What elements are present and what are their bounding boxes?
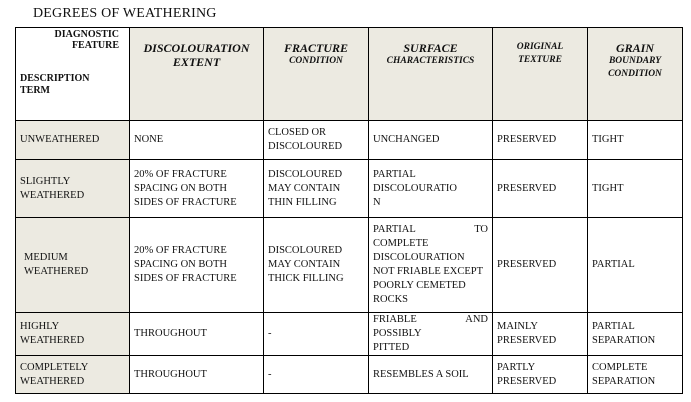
cell-text-line: SPACING ON BOTH: [134, 182, 227, 194]
surface-cell: [369, 218, 493, 313]
cell-text-line: CLOSED OR: [268, 127, 327, 138]
fracture-cell: [264, 313, 369, 356]
cell-text-line: 20% OF FRACTURE: [134, 168, 227, 180]
cell-text-line: 20% OF FRACTURE: [134, 245, 227, 256]
fracture-cell: [264, 218, 369, 313]
grain-cell: [588, 121, 683, 160]
cell-text-line: WEATHERED: [20, 189, 85, 201]
cell-text-line: MEDIUM: [24, 252, 68, 263]
cell-text-line: -: [268, 328, 272, 339]
table-row: [16, 218, 683, 313]
surface-cell: [369, 160, 493, 218]
grain-cell: [588, 356, 683, 394]
surface-cell: [369, 356, 493, 394]
cell-text-line: WEATHERED: [20, 335, 85, 346]
cell-text-line: PARTIAL: [592, 259, 635, 270]
cell-text-line: HIGHLY: [20, 321, 60, 332]
cell-text-line: PITTED: [373, 342, 410, 353]
cell-text-line: SEPARATION: [592, 375, 656, 387]
cell-text-line: DISCOLOURED: [268, 141, 343, 152]
cell-text-line: N: [373, 196, 381, 208]
cell-text-line: THIN FILLING: [268, 196, 337, 208]
surface-cell: [369, 121, 493, 160]
cell-text-line: -: [268, 368, 272, 380]
cell-text-line: MAY CONTAIN: [268, 182, 341, 194]
discolouration-cell: [130, 313, 264, 356]
header-original-texture: ORIGINAL TEXTURE: [493, 28, 588, 121]
cell-text-line: ROCKS: [373, 294, 409, 305]
term-cell: [16, 356, 130, 394]
cell-text-line: SPACING ON BOTH: [134, 259, 227, 270]
cell-text-line: THICK FILLING: [268, 273, 344, 284]
cell-text-line: COMPLETE: [373, 238, 429, 249]
cell-text-line: COMPLETELY: [20, 361, 89, 373]
table-row: [16, 313, 683, 356]
cell-text-line: WEATHERED: [20, 375, 85, 387]
header-grain-boundary: GRAIN BOUNDARY CONDITION: [588, 28, 683, 121]
discolouration-cell: [130, 121, 264, 160]
description-term-label: TERM: [20, 85, 50, 96]
discolouration-cell: [130, 218, 264, 313]
cell-text-line: PRESERVED: [497, 182, 557, 194]
surface-cell: [369, 313, 493, 356]
table-row: [16, 121, 683, 160]
header-fracture: FRACTURE CONDITION: [264, 28, 369, 121]
cell-text-line: TIGHT: [592, 134, 624, 145]
cell-text-line: DISCOLOURED: [268, 245, 343, 256]
cell-text-line: DISCOLOURATIO: [373, 182, 457, 194]
cell-text-line: NOT FRIABLE EXCEPT: [373, 266, 484, 277]
cell-text-line: SIDES OF FRACTURE: [134, 196, 237, 208]
fracture-cell: [264, 121, 369, 160]
weathering-table: [15, 27, 683, 394]
cell-text-line: PARTIAL TO: [373, 224, 488, 235]
cell-text-line: PRESERVED: [497, 259, 557, 270]
texture-cell: [493, 160, 588, 218]
cell-text-line: UNCHANGED: [373, 134, 440, 145]
cell-text-line: POSSIBLY: [373, 328, 422, 339]
cell-text-line: SIDES OF FRACTURE: [134, 273, 237, 284]
cell-text-line: RESEMBLES A SOIL: [373, 368, 469, 380]
term-cell: [16, 218, 130, 313]
cell-text-line: NONE: [134, 134, 164, 145]
cell-text-line: UNWEATHERED: [20, 134, 100, 145]
corner-cell: [16, 28, 130, 121]
cell-text-line: DISCOLOURATION: [373, 252, 465, 263]
cell-text-line: SLIGHTLY: [20, 175, 71, 187]
table-title: DEGREES OF WEATHERING: [33, 6, 217, 21]
cell-text-line: PARTIAL: [373, 168, 416, 180]
cell-text-line: POORLY CEMETED: [373, 280, 466, 291]
diagnostic-feature-label: FEATURE: [71, 40, 119, 51]
cell-text-line: THROUGHOUT: [134, 328, 207, 339]
description-term-label: DESCRIPTION: [20, 73, 90, 84]
discolouration-cell: [130, 160, 264, 218]
grain-cell: [588, 218, 683, 313]
cell-text-line: PRESERVED: [497, 134, 557, 145]
texture-cell: [493, 356, 588, 394]
header-surface: SURFACE CHARACTERISTICS: [369, 28, 493, 121]
texture-cell: [493, 218, 588, 313]
table-row: [16, 356, 683, 394]
cell-text-line: TIGHT: [592, 182, 624, 194]
cell-text-line: SEPARATION: [592, 335, 656, 346]
header-discolouration: DISCOLOURATION EXTENT: [130, 28, 264, 121]
table-row: [16, 160, 683, 218]
fracture-cell: [264, 160, 369, 218]
cell-text-line: PARTLY: [497, 361, 536, 373]
term-cell: [16, 160, 130, 218]
cell-text-line: DISCOLOURED: [268, 168, 343, 180]
diagnostic-feature-label: DIAGNOSTIC: [54, 29, 119, 40]
cell-text-line: PRESERVED: [497, 335, 557, 346]
texture-cell: [493, 121, 588, 160]
term-cell: [16, 313, 130, 356]
cell-text-line: PARTIAL: [592, 321, 635, 332]
cell-text-line: WEATHERED: [24, 266, 89, 277]
cell-text-line: FRIABLE AND: [373, 314, 488, 325]
cell-text-line: MAY CONTAIN: [268, 259, 341, 270]
header-row: [16, 28, 683, 121]
grain-cell: [588, 313, 683, 356]
fracture-cell: [264, 356, 369, 394]
texture-cell: [493, 313, 588, 356]
cell-text-line: MAINLY: [497, 321, 538, 332]
cell-text-line: COMPLETE: [592, 361, 648, 373]
cell-text-line: PRESERVED: [497, 375, 557, 387]
discolouration-cell: [130, 356, 264, 394]
term-cell: [16, 121, 130, 160]
grain-cell: [588, 160, 683, 218]
cell-text-line: THROUGHOUT: [134, 368, 207, 380]
